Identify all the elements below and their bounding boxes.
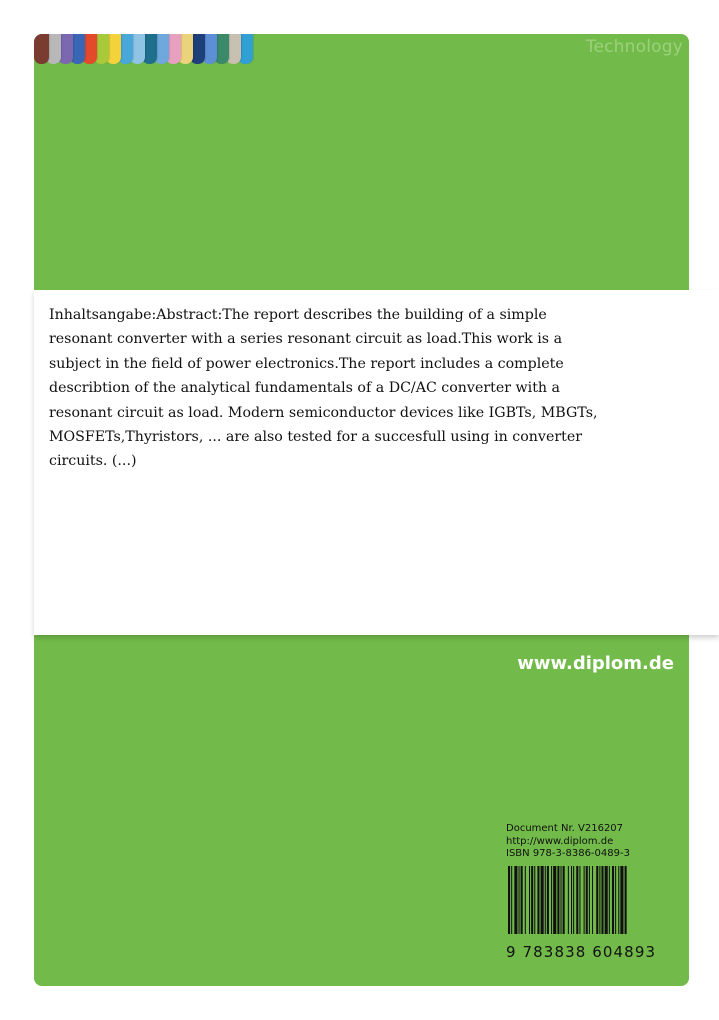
barcode-meta <box>506 823 676 861</box>
isbn-digits: 9 783838 604893 <box>506 943 657 961</box>
isbn-number: ISBN 978-3-8386-0489-3 <box>506 848 630 859</box>
abstract-panel <box>34 290 719 635</box>
barcode-block <box>506 823 676 968</box>
barcode-icon <box>506 866 674 934</box>
abstract-text: Inhaltsangabe:Abstract:The report describes the building of a simple resonant converter with a series resonant circuit as load.This work is a subject in the field of power electronics.The report includes a complete describtion of the analytical fundamentals of a DC/AC converter with a resonant circuit as load. Modern semiconductor devices like IGBTs, MBGTs, MOSFETs,Thyristors, ... are also tested for a succesfull using in converter circuits. (...) <box>49 307 598 470</box>
barcode-url[interactable]: http://www.diplom.de <box>506 835 614 847</box>
color-stripe <box>34 34 49 64</box>
cover-bottom-panel <box>34 635 689 986</box>
document-number: Document Nr. V216207 <box>506 823 624 834</box>
category-label: Technology <box>585 37 683 57</box>
publisher-website[interactable]: www.diplom.de <box>517 653 674 674</box>
color-stripes <box>34 34 250 64</box>
cover-top-panel <box>34 34 689 290</box>
